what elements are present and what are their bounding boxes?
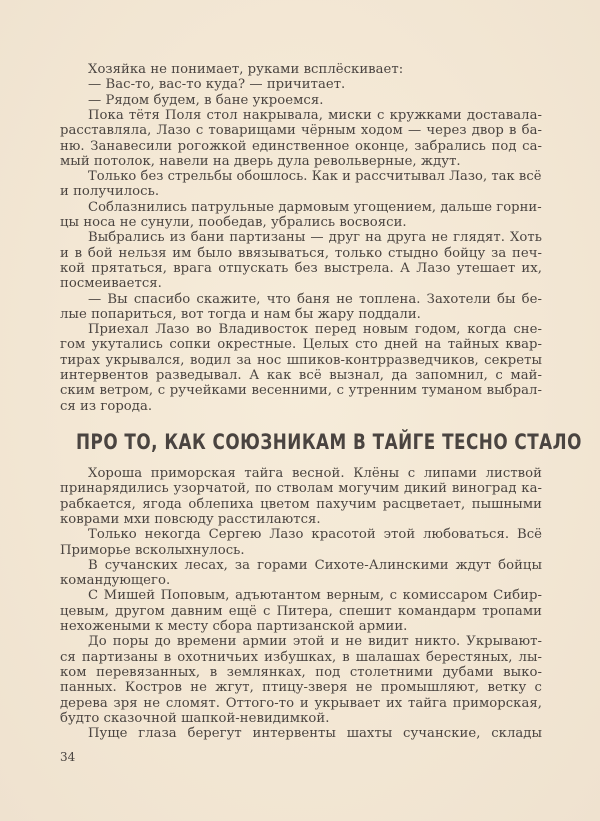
text-line: ским ветром, с ручейками весенними, с утренним туманом выбрал- [60,383,542,399]
text-line: интервентов разведывал. А как всё вызнал, да запомнил, с май- [60,368,542,383]
text-line: — Рядом будем, в бане укроемся. [88,92,324,108]
text-line: Только без стрельбы обошлось. Как и рассчитывал Лазо, так всё [88,169,542,185]
text-line: посмеивается. [60,276,162,292]
text-line: Выбрались из бани партизаны — друг на друга не глядят. Хоть [88,230,542,246]
text-line: Соблазнились патрульные дармовым угощением, дальше горни- [88,199,542,215]
text-line: нехожеными к месту сбора партизанской армии. [60,619,408,634]
text-line: — Вы спасибо скажите, что баня не топлена. Захотели бы бе- [88,291,542,307]
text-line: ся партизаны в охотничьих избушках, в шалашах берестяных, лы- [60,649,542,665]
text-line: С Мишей Поповым, адъютантом верным, с комиссаром Сибир- [88,588,542,604]
text-line: ком перевязанных, в землянках, под столетними дубами выко- [60,664,542,680]
text-line: дерева зря не сломят. Оттого-то и укрывает их тайга приморская, [60,695,542,711]
text-line: тирах укрывался, водил за нос шпиков-контрразведчиков, секреты [60,352,542,368]
text-line: коврами мхи повсюду расстилаются. [60,511,321,527]
text-line: ся из города. [60,398,153,414]
text-line: и получилось. [60,184,160,200]
page-number: 34 [60,750,76,764]
text-line: Приморье всколыхнулось. [60,542,245,558]
text-line: Приехал Лазо во Владивосток перед новым годом, когда сне- [88,322,542,338]
text-line: — Вас-то, вас-то куда? — причитает. [88,77,346,93]
text-line: гом укутались сопки окрестные. Целых сто дней на тайных квар- [60,337,542,353]
text-line: В сучанских лесах, за горами Сихоте-Алинскими ждут бойцы [88,557,542,573]
chapter-heading: ПРО ТО, КАК СОЮЗНИКАМ В ТАЙГЕ ТЕСНО СТАЛО [76,430,582,454]
text-line: Хороша приморская тайга весной. Клёны с липами листвой [88,466,542,481]
text-line: цевым, другом давним ещё с Питера, спешит командарм тропами [60,603,542,619]
text-line: Хозяйка не понимает, руками всплёскивает: [88,62,404,77]
text-line: расставляла, Лазо с товарищами чёрным ходом — через двор в ба- [60,123,542,139]
text-line: будто сказочной шапкой-невидимкой. [60,710,330,726]
text-line: Только некогда Сергею Лазо красотой этой любоваться. Всё [88,527,542,543]
text-line: рабкается, ягода облепиха цветом пахучим расцветает, пышными [60,496,542,512]
text-line: принарядились узорчатой, по стволам могучим дикий виноград ка- [60,481,542,497]
text-line: Пуще глаза берегут интервенты шахты сучанские, склады [88,726,542,742]
text-line: цы носа не сунули, пообедав, убрались восвояси. [60,215,407,230]
text-line: До поры до времени армии этой и не видит никто. Укрывают- [88,634,542,650]
text-line: Пока тётя Поля стол накрывала, миски с кружками доставала- [88,107,542,123]
text-line: лые попариться, вот тогда и нам бы жару поддали. [60,306,421,322]
text-line: панных. Костров не жгут, птицу-зверя не промышляют, ветку с [60,680,542,696]
text-line: и в бой нельзя им было ввязываться, только стыдно бойцу за печ- [60,245,542,261]
text-line: кой прятаться, врага отпускать без выстрела. А Лазо утешает их, [60,260,542,276]
text-line: ню. Занавесили рогожкой единственное оконце, забрались под са- [60,138,542,154]
text-line: командующего. [60,573,171,589]
text-line: мый потолок, навели на дверь дула револьверные, ждут. [60,153,461,169]
